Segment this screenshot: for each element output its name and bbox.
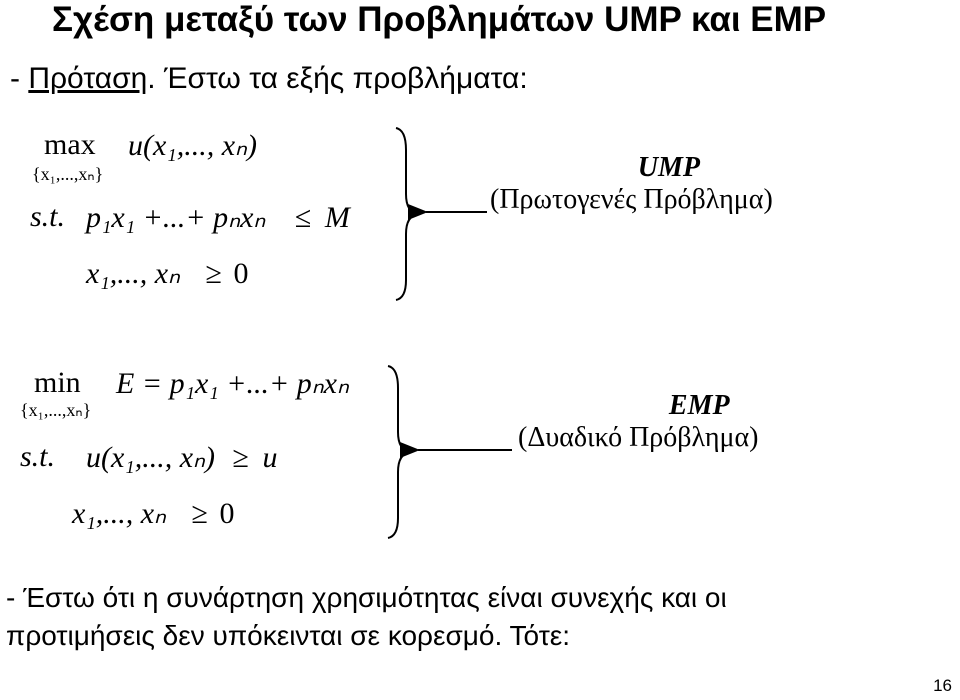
slide-title: Σχέση μεταξύ των Προβλημάτων UMP και EMP <box>52 0 827 39</box>
ump-brace <box>396 128 418 300</box>
conclusion-line-2: προτιμήσεις δεν υπόκεινται σε κορεσμό. Τότε: <box>6 620 571 651</box>
emp-utility-constraint: u(x₁,..., xₙ) ≥ u <box>86 441 278 474</box>
intro-lead: Πρόταση <box>28 62 148 95</box>
conclusion-line-1: - Έστω ότι η συνάρτηση χρησιμότητας είναι συνεχής και οι <box>6 582 727 613</box>
emp-name: EMP <box>668 390 730 421</box>
emp-brace <box>388 366 410 538</box>
emp-operator-subscript: {x₁,...,xₙ} <box>20 400 92 420</box>
ump-description: (Πρωτογενές Πρόβλημα) <box>490 184 773 215</box>
emp-description: (Δυαδικό Πρόβλημα) <box>518 422 759 453</box>
ump-budget-constraint: p₁x₁ +...+ pₙxₙ ≤ M <box>86 201 350 234</box>
page-number: 16 <box>933 676 952 695</box>
intro-rest: . Έστω τα εξής προβλήματα: <box>147 62 528 95</box>
ump-objective: u(x₁,..., xₙ) <box>128 129 257 162</box>
intro-dash: - <box>10 62 29 95</box>
ump-nonnegativity: x₁,..., xₙ ≥ 0 <box>86 257 249 290</box>
ump-st-label: s.t. <box>30 200 66 233</box>
ump-name: UMP <box>637 152 700 183</box>
ump-operator-subscript: {x₁,...,xₙ} <box>32 164 104 184</box>
emp-nonnegativity: x₁,..., xₙ ≥ 0 <box>72 497 235 530</box>
emp-st-label: s.t. <box>20 440 56 473</box>
emp-operator: min <box>34 366 81 399</box>
emp-objective: E = p₁x₁ +...+ pₙxₙ <box>116 367 349 400</box>
ump-operator: max <box>44 128 96 161</box>
